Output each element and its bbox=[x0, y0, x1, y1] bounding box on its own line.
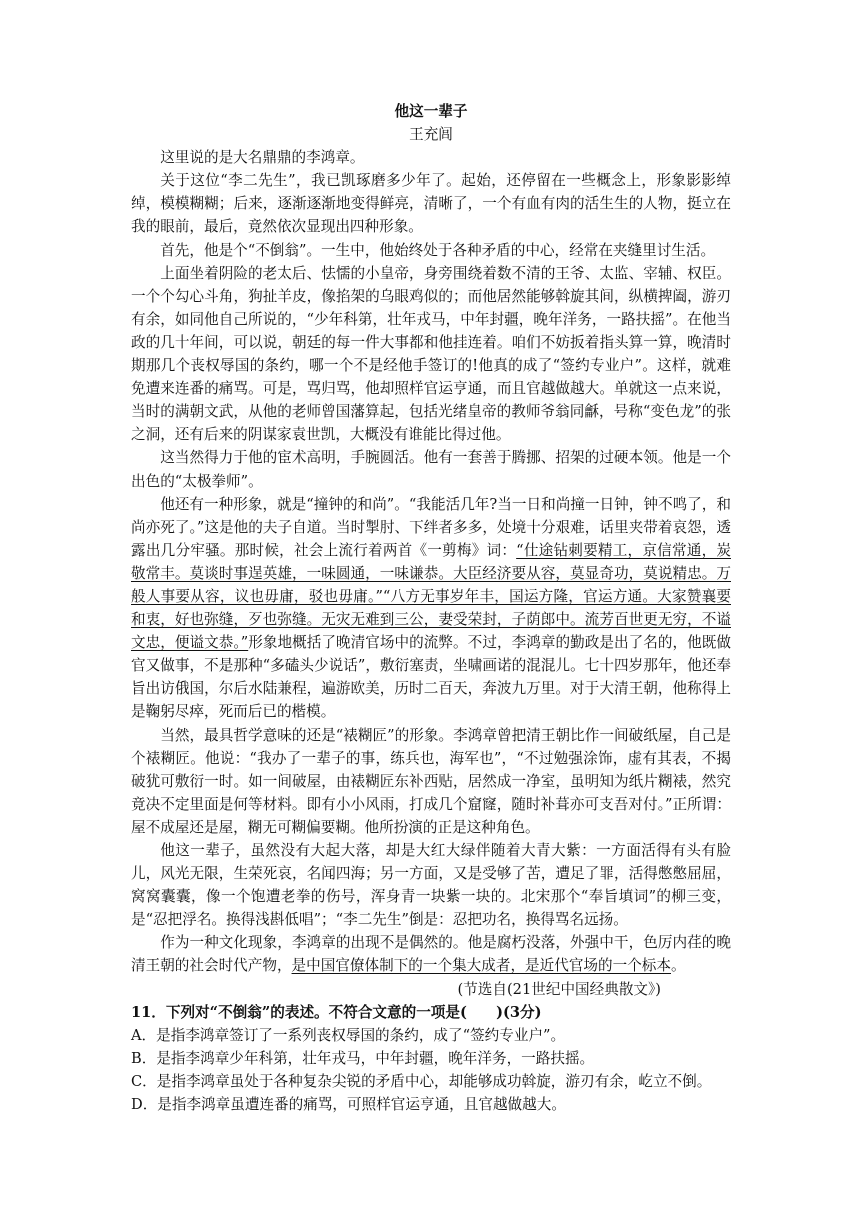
paragraph-9-tail: 。 bbox=[671, 957, 686, 975]
option-a[interactable]: A．是指李鸿章签订了一系列丧权辱国的条约，成了“签约专业户”。 bbox=[131, 1026, 566, 1044]
option-d[interactable]: D．是指李鸿章虽遭连番的痛骂，可照样官运亨通，且官越做越大。 bbox=[131, 1096, 566, 1114]
paragraph-7: 当然，最具哲学意味的还是“裱糊匠”的形象。李鸿章曾把清王朝比作一间破纸屋，自己是个裱糊匠。他说：“我办了一辈子的事，练兵也，海军也”，“不过勉强涂饰，虚有其表，不揭破犹可敷衍一时。如一间破屋，由裱糊匠东补西贴，居然成一净室，虽明知为纸片糊裱，然究竟决不定里面是何等材料。即有小小风雨，打成几个窟窿，随时补葺亦可支吾对付。”正所谓：屋不成屋还是屋，糊无可糊偏要糊。他所扮演的正是这种角色。 bbox=[131, 726, 731, 836]
article-author: 王充闾 bbox=[409, 126, 453, 144]
paragraph-1: 这里说的是大名鼎鼎的李鸿章。 bbox=[160, 149, 365, 167]
paragraph-5: 这当然得力于他的宦术高明，手腕圆活。他有一套善于腾挪、招架的过硬本领。他是一个出色的“太极拳师”。 bbox=[131, 449, 731, 490]
question-stem: 11．下列对“不倒翁”的表述。不符合文意的一项是( )(3分) bbox=[131, 1003, 542, 1021]
paragraph-9-lead: 作为一种文化现象，李鸿章的出现不是偶然的。他是腐朽没落，外强中干，色厉内荏的晚清王朝的社会时代产物， bbox=[131, 934, 731, 975]
option-b[interactable]: B．是指李鸿章少年科第，壮年戎马，中年封疆，晚年洋务，一路扶摇。 bbox=[131, 1049, 595, 1067]
underlined-sentence: 是中国官僚体制下的一个集大成者，是近代官场的一个标本 bbox=[291, 957, 671, 975]
paragraph-4: 上面坐着阴险的老太后、怯懦的小皇帝，身旁围绕着数不清的王爷、太监、宰辅、权臣。一个个勾心斗角，狗扯羊皮，像掐架的乌眼鸡似的；而他居然能够斡旋其间，纵横捭阖，游刃有余，如同他自己所说的，“少年科第，壮年戎马，中年封疆，晚年洋务，一路扶摇”。在他当政的几十年间，可以说，朝廷的每一件大事都和他挂连着。咱们不妨扳着指头算一算，晚清时期那几个丧权辱国的条约，哪一个不是经他手签订的!他真的成了“签约专业户”。这样，就难免遭来连番的痛骂。可是，骂归骂，他却照样官运亨通，而且官越做越大。单就这一点来说，当时的满朝文武，从他的老师曾国藩算起，包括光绪皇帝的教师爷翁同龢，号称“变色龙”的张之洞，还有后来的阴谋家袁世凯，大概没有谁能比得过他。 bbox=[131, 264, 731, 444]
paragraph-2: 关于这位“李二先生”，我已凯琢磨多少年了。起始，还停留在一些概念上，形象影影绰绰，模模糊糊；后来，逐渐逐渐地变得鲜亮，清晰了，一个有血有肉的活生生的人物，挺立在我的眼前，最后，竟然依次显现出四种形象。 bbox=[131, 172, 731, 236]
paragraph-6 bbox=[131, 493, 731, 724]
paragraph-6-lead: 他还有一种形象，就是“撞钟的和尚”。“我能活几年?当一日和尚撞一日钟，钟不鸣了，和尚亦死了。”这是他的夫子自道。当时掣肘、下绊者多多，处境十分艰难，话里夹带着哀怨，透露出几分牢骚。那时候，社会上流行着两首《一剪梅》词： bbox=[131, 495, 731, 559]
article-source: (节选自(21世纪中国经典散文》) bbox=[457, 980, 661, 998]
paragraph-9 bbox=[131, 931, 731, 977]
paragraph-3: 首先，他是个“不倒翁”。一生中，他始终处于各种矛盾的中心，经常在夹缝里讨生活。 bbox=[160, 241, 716, 259]
article-title: 他这一辈子 bbox=[394, 103, 468, 120]
option-c[interactable]: C．是指李鸿章虽处于各种复杂尖锐的矛盾中心，却能够成功斡旋，游刃有余，屹立不倒。 bbox=[131, 1072, 712, 1090]
underlined-ci-poems: “仕途钻刺要精工，京信常通，炭敬常丰。莫谈时事逞英雄，一味圆通，一味谦恭。大臣经济要从容，莫显奇功，莫说精忠。万般人事要从容，议也毋庸，驳也毋庸。”“八方无事岁年丰，国运方隆，官运方通。大家赞襄要和衷，好也弥缝，歹也弥缝。无灾无难到三公，妻受荣封，子荫郎中。流芳百世更无穷，不谥文忠，便谥文恭。” bbox=[131, 541, 731, 652]
paragraph-6-tail: 形象地概括了晚清官场中的流弊。不过，李鸿章的勤政是出了名的，他既做官又做事，不是那种“多磕头少说话”，敷衍塞责，坐啸画诺的混混儿。七十四岁那年，他还奉旨出访俄国，尔后水陆兼程，遍游欧美，历时二百天，奔波九万里。对于大清王朝，他称得上是鞠躬尽瘁，死而后已的楷模。 bbox=[131, 634, 731, 721]
paragraph-8: 他这一辈子，虽然没有大起大落，却是大红大绿伴随着大青大紫：一方面活得有头有脸儿，风光无限，生荣死哀，名闻四海；另一方面，又是受够了苦，遭足了罪，活得憋憋屈屈，窝窝囊囊，像一个饱遭老拳的伤号，浑身青一块紫一块的。北宋那个“奉旨填词”的柳三变，是“忍把浮名。换得浅斟低唱”；“李二先生”倒是：忍把功名，换得骂名远扬。 bbox=[131, 842, 731, 929]
document-page bbox=[131, 100, 731, 1116]
